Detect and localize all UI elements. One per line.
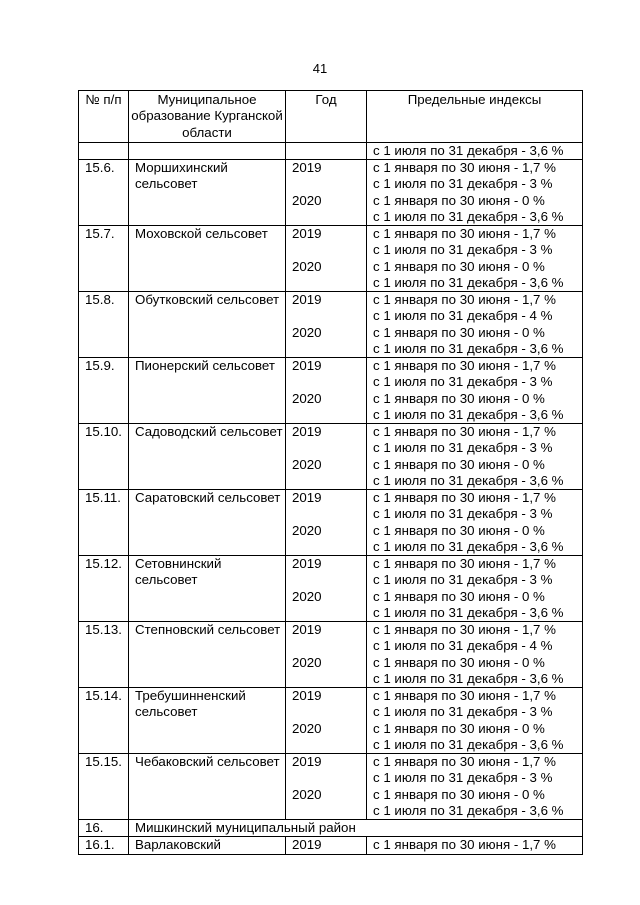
index-line: с 1 января по 30 июня - 1,7 % xyxy=(373,688,556,703)
table-row xyxy=(79,160,583,226)
index-line: с 1 января по 30 июня - 0 % xyxy=(373,720,545,736)
row-number: 15.15. xyxy=(79,754,129,820)
index-line: с 1 июля по 31 декабря - 4 % xyxy=(373,308,553,324)
year-cell xyxy=(286,688,367,754)
year-spacer xyxy=(292,440,366,456)
year-2020: 2020 xyxy=(292,522,322,538)
index-line: с 1 января по 30 июня - 1,7 % xyxy=(373,754,556,769)
table-row xyxy=(79,688,583,754)
year-cell xyxy=(286,622,367,688)
index-line: с 1 января по 30 июня - 0 % xyxy=(373,324,545,340)
row-number: 16.1. xyxy=(79,837,129,854)
header-indexes: Предельные индексы xyxy=(367,91,583,143)
indexes-cell xyxy=(367,226,583,292)
indexes-cell xyxy=(367,490,583,556)
year-2020: 2020 xyxy=(292,258,322,274)
index-line: с 1 января по 30 июня - 0 % xyxy=(373,390,545,406)
indexes-cell xyxy=(367,160,583,226)
year-cell xyxy=(286,424,367,490)
index-line: с 1 июля по 31 декабря - 3 % xyxy=(373,440,553,456)
year-cell xyxy=(286,358,367,424)
limit-indexes-table xyxy=(78,90,583,855)
municipality-name: Моховской сельсовет xyxy=(129,226,286,292)
year-cell xyxy=(286,754,367,820)
row-number: 15.7. xyxy=(79,226,129,292)
header-year: Год xyxy=(286,91,367,143)
row-number: 15.9. xyxy=(79,358,129,424)
index-line: с 1 июля по 31 декабря - 3 % xyxy=(373,770,553,786)
year-2020: 2020 xyxy=(292,456,322,472)
municipality-name: Степновский сельсовет xyxy=(129,622,286,688)
year-2020: 2020 xyxy=(292,720,322,736)
page-number: 41 xyxy=(312,61,328,76)
index-line: с 1 января по 30 июня - 1,7 % xyxy=(367,837,583,854)
index-line: с 1 июля по 31 декабря - 3 % xyxy=(373,506,553,522)
indexes-cell xyxy=(367,556,583,622)
table-row xyxy=(79,424,583,490)
year-cell xyxy=(286,556,367,622)
table-header-row xyxy=(79,91,583,143)
year-cell xyxy=(286,160,367,226)
year-2019: 2019 xyxy=(292,226,322,241)
year-2019: 2019 xyxy=(292,688,322,703)
index-line: с 1 июля по 31 декабря - 3,6 % xyxy=(373,802,564,818)
row-number: 15.14. xyxy=(79,688,129,754)
municipality-name: Чебаковский сельсовет xyxy=(129,754,286,820)
index-line: с 1 июля по 31 декабря - 3,6 % xyxy=(373,736,564,752)
year-2020: 2020 xyxy=(292,390,322,406)
index-line: с 1 июля по 31 декабря - 3,6 % xyxy=(373,340,564,356)
index-line: с 1 января по 30 июня - 0 % xyxy=(373,456,545,472)
year-2019: 2019 xyxy=(286,837,367,854)
year-2019: 2019 xyxy=(292,358,322,373)
row-number: 15.13. xyxy=(79,622,129,688)
index-line: с 1 июля по 31 декабря - 3,6 % xyxy=(373,538,564,554)
year-2020: 2020 xyxy=(292,588,322,604)
year-cell xyxy=(286,292,367,358)
continuation-row xyxy=(79,142,583,159)
year-spacer xyxy=(292,242,366,258)
index-line: с 1 января по 30 июня - 1,7 % xyxy=(373,424,556,439)
table-row xyxy=(79,754,583,820)
indexes-cell xyxy=(367,754,583,820)
index-line: с 1 июля по 31 декабря - 3,6 % xyxy=(373,208,564,224)
table-row xyxy=(79,622,583,688)
index-line: с 1 января по 30 июня - 1,7 % xyxy=(373,490,556,505)
index-line: с 1 июля по 31 декабря - 3,6 % xyxy=(373,604,564,620)
table-row xyxy=(79,490,583,556)
year-spacer xyxy=(292,308,366,324)
municipality-name: Требушинненский сельсовет xyxy=(129,688,286,754)
table-row xyxy=(79,292,583,358)
header-num: № п/п xyxy=(79,91,129,143)
municipality-name: Саратовский сельсовет xyxy=(129,490,286,556)
year-2019: 2019 xyxy=(292,490,322,505)
year-2020: 2020 xyxy=(292,786,322,802)
index-line: с 1 января по 30 июня - 0 % xyxy=(373,786,545,802)
year-2019: 2019 xyxy=(292,622,322,637)
row-number: 15.10. xyxy=(79,424,129,490)
year-2019: 2019 xyxy=(292,754,322,769)
index-line: с 1 января по 30 июня - 1,7 % xyxy=(373,556,556,571)
year-spacer xyxy=(292,704,366,720)
indexes-cell xyxy=(367,688,583,754)
year-spacer xyxy=(292,374,366,390)
continuation-index: с 1 июля по 31 декабря - 3,6 % xyxy=(367,142,583,159)
index-line: с 1 января по 30 июня - 1,7 % xyxy=(373,292,556,307)
index-line: с 1 июля по 31 декабря - 3 % xyxy=(373,572,553,588)
year-spacer xyxy=(292,770,366,786)
index-line: с 1 июля по 31 декабря - 3 % xyxy=(373,374,553,390)
index-line: с 1 июля по 31 декабря - 3 % xyxy=(373,704,553,720)
row-number: 15.12. xyxy=(79,556,129,622)
municipality-name: Моршихинский сельсовет xyxy=(129,160,286,226)
year-2019: 2019 xyxy=(292,556,322,571)
year-2019: 2019 xyxy=(292,160,322,175)
section-number: 16. xyxy=(79,820,129,837)
indexes-cell xyxy=(367,622,583,688)
year-2020: 2020 xyxy=(292,324,322,340)
municipality-name: Садоводский сельсовет xyxy=(129,424,286,490)
indexes-cell xyxy=(367,358,583,424)
section-title: Мишкинский муниципальный район xyxy=(129,820,583,837)
year-spacer xyxy=(292,572,366,588)
municipality-name: Сетовнинский сельсовет xyxy=(129,556,286,622)
municipality-name: Пионерский сельсовет xyxy=(129,358,286,424)
row-number: 15.11. xyxy=(79,490,129,556)
index-line: с 1 января по 30 июня - 0 % xyxy=(373,192,545,208)
index-line: с 1 июля по 31 декабря - 3,6 % xyxy=(373,472,564,488)
index-line: с 1 января по 30 июня - 0 % xyxy=(373,588,545,604)
table-row xyxy=(79,358,583,424)
index-line: с 1 января по 30 июня - 1,7 % xyxy=(373,160,556,175)
row-number: 15.6. xyxy=(79,160,129,226)
index-line: с 1 января по 30 июня - 1,7 % xyxy=(373,358,556,373)
year-spacer xyxy=(292,176,366,192)
index-line: с 1 января по 30 июня - 0 % xyxy=(373,654,545,670)
row-number: 15.8. xyxy=(79,292,129,358)
year-2019: 2019 xyxy=(292,424,322,439)
index-line: с 1 января по 30 июня - 1,7 % xyxy=(373,226,556,241)
year-2020: 2020 xyxy=(292,192,322,208)
index-line: с 1 января по 30 июня - 0 % xyxy=(373,522,545,538)
index-line: с 1 января по 30 июня - 0 % xyxy=(373,258,545,274)
year-2019: 2019 xyxy=(292,292,322,307)
index-line: с 1 июля по 31 декабря - 3,6 % xyxy=(373,670,564,686)
index-line: с 1 января по 30 июня - 1,7 % xyxy=(373,622,556,637)
year-cell xyxy=(286,226,367,292)
index-line: с 1 июля по 31 декабря - 4 % xyxy=(373,638,553,654)
index-line: с 1 июля по 31 декабря - 3,6 % xyxy=(373,406,564,422)
table-row xyxy=(79,837,583,854)
year-2020: 2020 xyxy=(292,654,322,670)
table-row xyxy=(79,556,583,622)
index-line: с 1 июля по 31 декабря - 3,6 % xyxy=(373,274,564,290)
municipality-name: Обутковский сельсовет xyxy=(129,292,286,358)
section-row xyxy=(79,820,583,837)
index-line: с 1 июля по 31 декабря - 3 % xyxy=(373,176,553,192)
index-line: с 1 июля по 31 декабря - 3 % xyxy=(373,242,553,258)
table-row xyxy=(79,226,583,292)
year-spacer xyxy=(292,638,366,654)
year-cell xyxy=(286,490,367,556)
indexes-cell xyxy=(367,424,583,490)
indexes-cell xyxy=(367,292,583,358)
header-name: Муниципальное образование Курганской области xyxy=(129,91,286,143)
year-spacer xyxy=(292,506,366,522)
municipality-name: Варлаковский xyxy=(129,837,286,854)
